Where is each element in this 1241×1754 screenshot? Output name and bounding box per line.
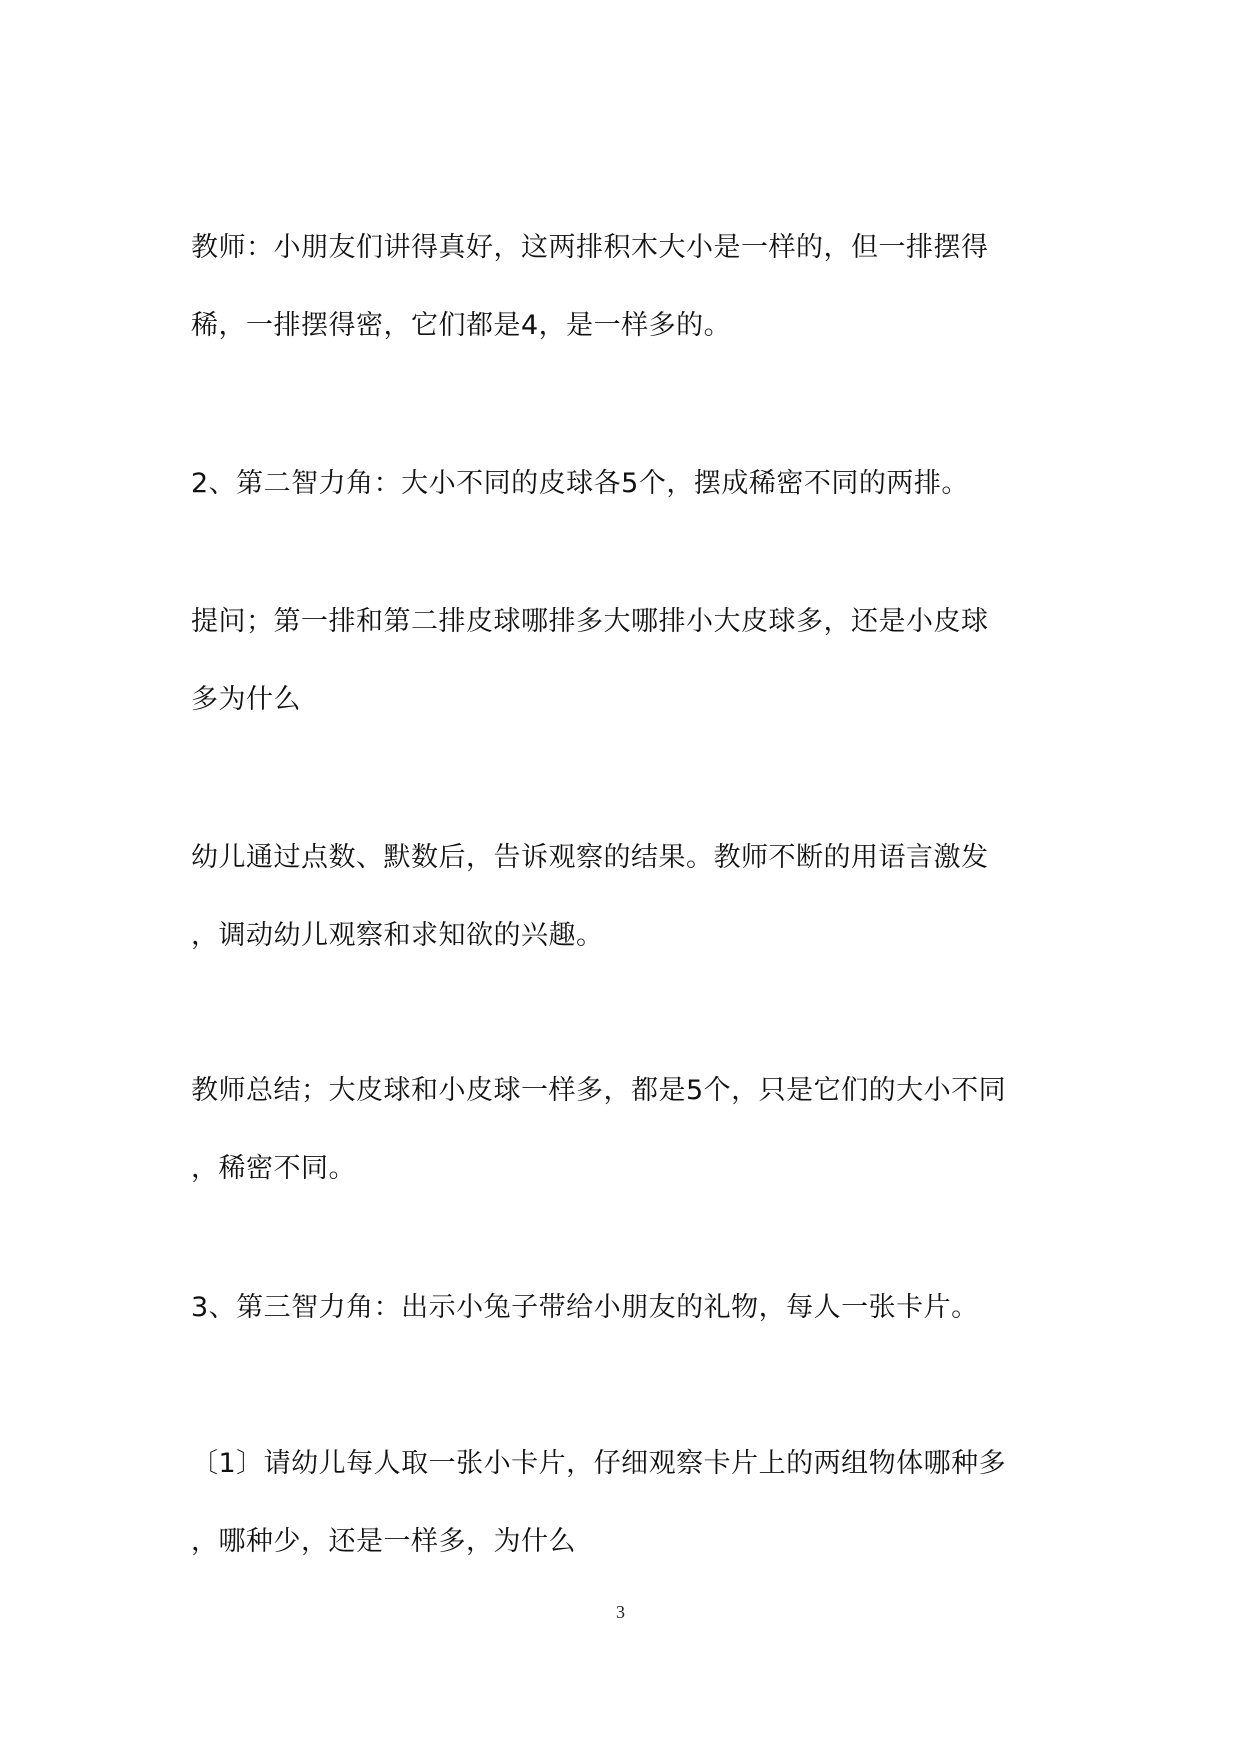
paragraph-line: 教师：小朋友们讲得真好，这两排积木大小是一样的，但一排摆得 bbox=[191, 232, 989, 263]
paragraph-line: 2、第二智力角：大小不同的皮球各5个，摆成稀密不同的两排。 bbox=[191, 468, 969, 499]
paragraph-line: ，稀密不同。 bbox=[191, 1153, 356, 1184]
paragraph-line: 稀，一排摆得密，它们都是4，是一样多的。 bbox=[191, 310, 732, 341]
paragraph-line: ，哪种少，还是一样多，为什么 bbox=[191, 1526, 576, 1557]
paragraph-line: 幼儿通过点数、默数后，告诉观察的结果。教师不断的用语言激发 bbox=[191, 842, 989, 873]
paragraph-line: ，调动幼儿观察和求知欲的兴趣。 bbox=[191, 920, 604, 951]
paragraph-line: 教师总结；大皮球和小皮球一样多，都是5个，只是它们的大小不同 bbox=[191, 1075, 1007, 1106]
paragraph-line: 提问；第一排和第二排皮球哪排多大哪排小大皮球多，还是小皮球 bbox=[191, 606, 989, 637]
page-number: 3 bbox=[616, 1602, 625, 1622]
paragraph-line: 多为什么 bbox=[191, 684, 301, 715]
paragraph-line: 3、第三智力角：出示小兔子带给小朋友的礼物，每人一张卡片。 bbox=[191, 1292, 979, 1323]
paragraph-line: 〔1〕请幼儿每人取一张小卡片，仔细观察卡片上的两组物体哪种多 bbox=[191, 1448, 1007, 1479]
